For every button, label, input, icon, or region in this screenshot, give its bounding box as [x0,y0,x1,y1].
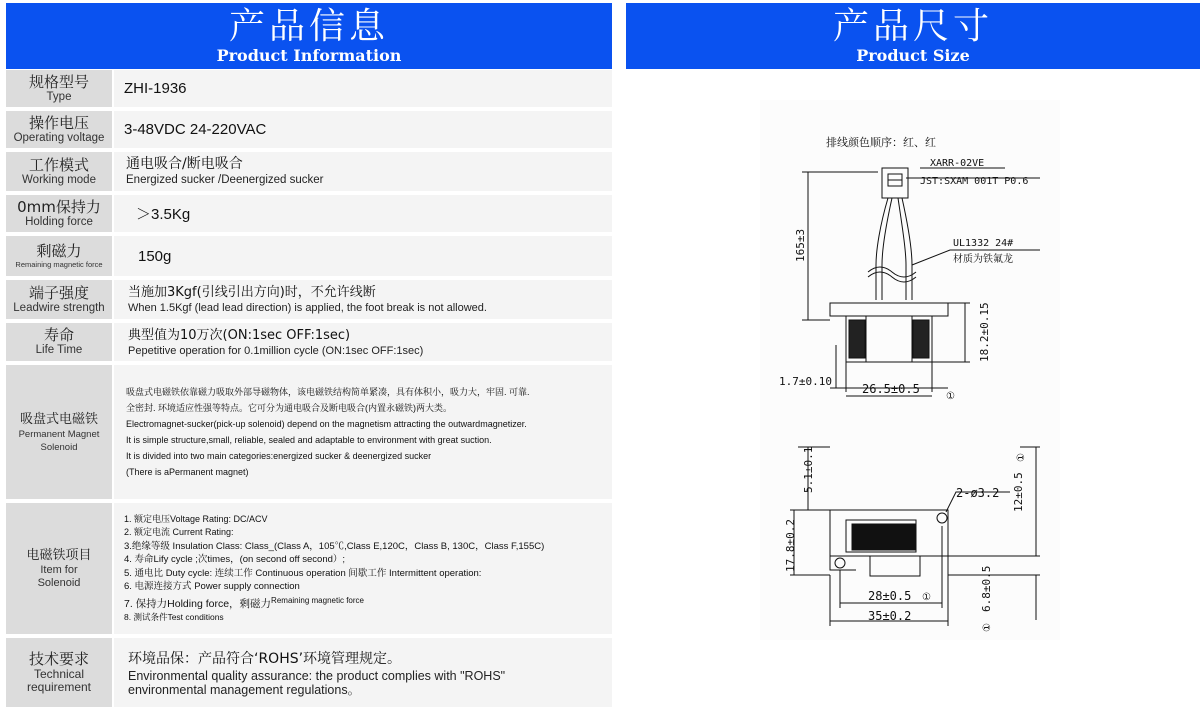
permanent-line-5: It is divided into two main categories:energized sucker & deenergized sucker [126,451,432,461]
row-tech-label-en2: requirement [26,680,92,694]
row-voltage-label-cn: 操作电压 [28,113,89,132]
type-value: ZHI-1936 [124,80,187,97]
dim-small: 6.8±0.5 [980,565,993,612]
connector-shape [882,168,908,198]
items-line-5: 5. 通电比 Duty cycle: 连续工作 Continuous operation 间歇工作 Intermittent operation: [124,567,482,579]
product-info-title-en: Product Information [216,46,402,65]
dim-holes: 2-ø3.2 [956,486,1000,500]
dim-top-offset: 5.1±0.1 [802,446,815,493]
dim-base: 1.7±0.10 [779,375,832,388]
row-mode-label-cn: 工作模式 [28,155,89,174]
row-remaining-label-en: Remaining magnetic force [15,259,103,269]
row-mode-label-en: Working mode [22,173,96,186]
row-type-label-en: Type [46,90,72,103]
items-line-8: 8. 测试条件Test conditions [124,612,224,622]
solenoid-side-plate [830,303,948,316]
dim-length: 165±3 [794,228,807,262]
mode-value-en: Energized sucker /Deenergized sucker [126,174,324,186]
circle-mark-2: ① [1016,453,1027,462]
dim-hole-spacing: 12±0.5 [1012,472,1025,512]
connector-model-label: XARR-02VE [930,158,985,169]
cable-spec-label: UL1332 24# [953,238,1014,249]
row-voltage-label-en: Operating voltage [13,131,105,144]
row-leadwire-label-en: Leadwire strength [13,301,105,314]
circle-mark-3: ① [922,592,931,603]
permanent-line-2: 全密封. 环境适应性强等特点。它可分为通电吸合及断电吸合(内置永磁铁)两大类。 [126,403,452,413]
dim-width: 26.5±0.5 [862,382,920,396]
tech-value-en2: environmental management regulations。 [128,682,361,697]
items-line-6: 6. 电源连接方式 Power supply connection [124,581,300,592]
row-remaining-label-cn: 剩磁力 [36,241,82,260]
tech-value-en1: Environmental quality assurance: the product complies with "ROHS" [128,668,506,683]
mount-hole-right [937,513,947,523]
row-items-label-en2: Solenoid [37,577,81,589]
row-life-label-cn: 寿命 [43,326,74,344]
permanent-line-3: Electromagnet-sucker(pick-up solenoid) depend on the magnetism attracting the outwardmagnetizer. [126,419,527,429]
row-permanent-label-cn: 吸盘式电磁铁 [19,411,98,427]
holding-value: ＞3.5Kg [136,206,191,223]
dim-mount: 28±0.5 [868,589,912,603]
row-tech-label-cn: 技术要求 [28,650,89,668]
dim-overall: 35±0.2 [868,609,912,623]
dim-depth: 17.8±0.2 [784,519,797,572]
circle-mark-1: ① [946,391,955,402]
permanent-line-6: (There is aPermanent magnet) [126,467,249,477]
leadwire-value-cn: 当施加3Kgf(引线引出方向)时，不允许线断 [128,285,376,300]
mount-hole-left [835,558,845,568]
circle-mark-4: ① [982,623,993,632]
product-size-title-cn: 产品尺寸 [832,6,993,47]
life-value-cn: 典型值为10万次(ON:1sec OFF:1sec) [128,327,351,343]
items-line-1: 1. 额定电压Voltage Rating: DC/ACV [124,513,268,524]
row-tech-label-en1: Technical [33,667,85,681]
row-permanent-label-en2: Solenoid [40,441,78,453]
wire-color-note: 排线颜色顺序：红、红 [826,136,936,149]
row-leadwire-label-cn: 端子强度 [28,283,89,302]
items-line-2: 2. 额定电流 Current Rating: [124,527,234,537]
tech-value-cn: 环境品保：产品符合‘ROHS’环境管理规定。 [128,650,402,667]
items-line-7-sup: Remaining magnetic force [271,595,364,605]
remaining-value: 150g [138,247,172,265]
mode-value-cn: 通电吸合/断电吸合 [126,156,243,172]
leadwire-value-en: When 1.5Kgf (lead lead direction) is applied, the foot break is not allowed. [128,302,487,314]
row-type-label-cn: 规格型号 [28,72,89,91]
lead-wire-right [902,198,912,300]
cable-material-label: 材质为铁氟龙 [953,254,1013,265]
row-items-label-cn: 电磁铁项目 [26,548,92,563]
product-info-title-cn: 产品信息 [228,6,389,47]
row-life-label-en: Life Time [35,344,83,356]
dim-height: 18.2±0.15 [978,302,991,362]
row-items-label-en1: Item for [40,564,78,576]
voltage-value: 3-48VDC 24-220VAC [124,121,267,138]
permanent-line-1: 吸盘式电磁铁依靠磁力吸取外部导磁物体，该电磁铁结构简单紧凑，具有体积小，吸力大，牢固. 可靠. [126,387,530,397]
items-line-3: 3.绝缘等级 Insulation Class: Class_(Class A，105℃,Class E,120C，Class B, 130C，Class F,155C) [124,540,545,552]
life-value-en: Pepetitive operation for 0.1million cycle (ON:1sec OFF:1sec) [128,344,424,357]
row-holding-label-en: Holding force [25,215,93,228]
items-line-7-text: 7. 保持力Holding force，剩磁力 [124,597,272,610]
connector-jst-label: JST:SXAM 001T P0.6 [920,176,1029,187]
items-line-4: 4. 寿命Lify cycle ;次times，(on second off second）; [124,554,346,565]
row-permanent-label-en1: Permanent Magnet [18,428,100,440]
row-holding-label-cn: 0mm保持力 [17,197,101,216]
permanent-line-4: It is simple structure,small, reliable, sealed and adaptable to environment with great suction. [126,435,492,445]
product-size-title-en: Product Size [856,46,970,65]
